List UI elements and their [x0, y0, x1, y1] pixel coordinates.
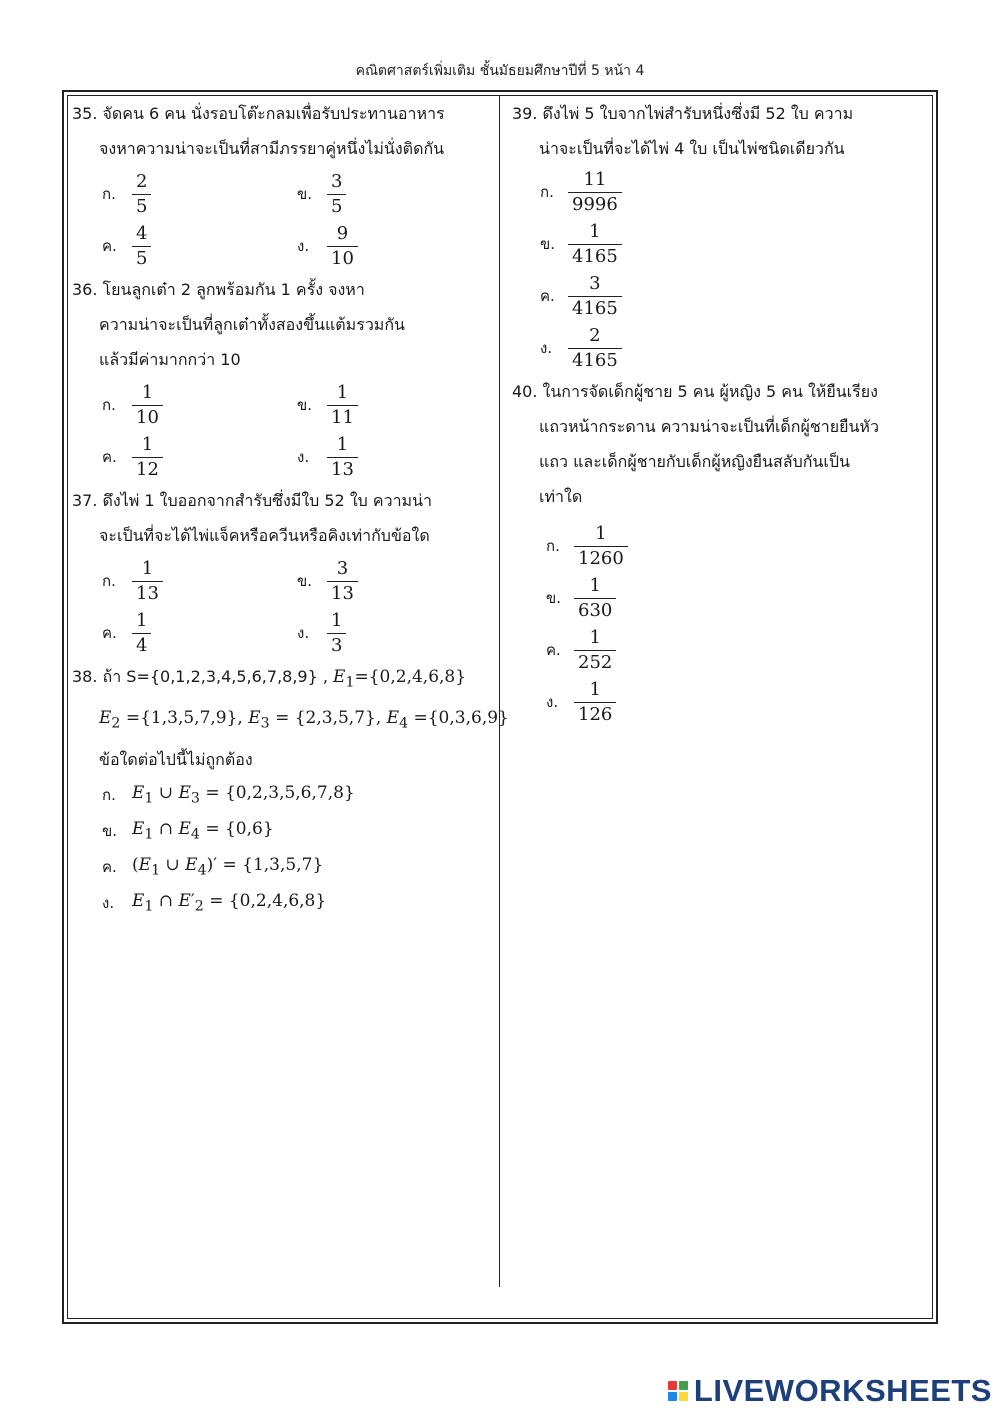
- question-36-line-3: แล้วมีค่ามากกว่า 10: [99, 350, 241, 369]
- choice-d[interactable]: ง. $\frac{1}{3}$: [297, 607, 492, 659]
- question-37: [72, 483, 492, 659]
- fraction: $\frac{1}{4165}$: [568, 221, 622, 268]
- choice-b[interactable]: ข. $\frac{3}{5}$: [297, 168, 492, 220]
- right-column: [512, 96, 922, 728]
- question-39: [512, 96, 922, 374]
- choice-b[interactable]: ข. $\frac{3}{13}$: [297, 555, 492, 607]
- choice-d[interactable]: ง. $\frac{1}{126}$: [546, 676, 922, 728]
- question-37-line-2: จะเป็นที่จะได้ไพ่แจ็คหรือควีนหรือคิงเท่ากับข้อใด: [99, 526, 430, 545]
- question-36-line-2: ความน่าจะเป็นที่ลูกเต๋าทั้งสองขึ้นแต้มรวมกัน: [99, 315, 405, 334]
- choice-c[interactable]: ค. $\frac{3}{4165}$: [540, 270, 922, 322]
- choice-d[interactable]: ง. $\frac{9}{10}$: [297, 220, 492, 272]
- fraction: $\frac{2}{5}$: [132, 171, 151, 218]
- question-38-line-3: ข้อใดต่อไปนี้ไม่ถูกต้อง: [99, 749, 253, 769]
- fraction: $\frac{1}{12}$: [132, 434, 163, 481]
- question-36: [72, 272, 492, 483]
- logo-square-2: [679, 1381, 688, 1390]
- question-39-line-2: น่าจะเป็นที่จะได้ไพ่ 4 ใบ เป็นไพ่ชนิดเดียวกัน: [539, 139, 845, 158]
- fraction: $\frac{1}{13}$: [132, 558, 163, 605]
- choice-a[interactable]: ก. $\frac{1}{1260}$: [546, 520, 922, 572]
- choice-d[interactable]: ง. $E_1$ ∩ $E'_2 = \{0,2,4,6,8\}$: [102, 891, 327, 915]
- fraction: $\frac{1}{1260}$: [574, 523, 628, 570]
- question-38-choices: [102, 777, 492, 921]
- choice-c[interactable]: ค. $\frac{1}{252}$: [546, 624, 922, 676]
- question-36-line-1: 36. โยนลูกเต๋า 2 ลูกพร้อมกัน 1 ครั้ง จงหา: [72, 280, 365, 299]
- choice-a[interactable]: ก. $\frac{11}{9996}$: [540, 166, 922, 218]
- question-35-line-1: 35. จัดคน 6 คน นั่งรอบโต๊ะกลมเพื่อรับประทานอาหาร: [72, 104, 445, 123]
- fraction: $\frac{1}{126}$: [574, 679, 616, 726]
- fraction: $\frac{11}{9996}$: [568, 169, 622, 216]
- question-38-line-1: 38. ถ้า S={0,1,2,3,4,5,6,7,8,9} , $E_1=\{0,2,4,6,8\}$: [72, 667, 467, 691]
- logo-text: LIVEWORKSHEETS: [693, 1373, 992, 1408]
- left-column: [72, 96, 509, 921]
- fraction: $\frac{1}{4}$: [132, 610, 151, 657]
- question-40-line-1: 40. ในการจัดเด็กผู้ชาย 5 คน ผู้หญิง 5 คน ให้ยืนเรียง: [512, 382, 878, 401]
- logo-square-3: [668, 1392, 677, 1401]
- choice-c[interactable]: ค. $\frac{1}{4}$: [102, 607, 297, 659]
- question-38-line-2: $E_2 =\{1,3,5,7,9\}$, $E_3 = \{2,3,5,7\}$, $E_4 =\{0,3,6,9\}$: [99, 708, 509, 732]
- question-39-choices: [540, 166, 922, 374]
- fraction: $\frac{1}{13}$: [327, 434, 358, 481]
- question-39-line-1: 39. ดึงไพ่ 5 ใบจากไพ่สำรับหนึ่งซึ่งมี 52 ใบ ความ: [512, 104, 854, 123]
- logo-square-1: [668, 1381, 677, 1390]
- fraction: $\frac{9}{10}$: [327, 223, 358, 270]
- fraction: $\frac{1}{3}$: [327, 610, 346, 657]
- choice-b[interactable]: ข. $\frac{1}{11}$: [297, 379, 492, 431]
- question-37-choices: [102, 555, 492, 659]
- choice-b[interactable]: ข. $\frac{1}{630}$: [546, 572, 922, 624]
- choice-b[interactable]: ข. $E_1$ ∩ $E_4 = \{0,6\}$: [102, 819, 274, 843]
- logo-icon: [668, 1381, 688, 1401]
- question-37-line-1: 37. ดึงไพ่ 1 ใบออกจากสำรับซึ่งมีใบ 52 ใบ ความน่า: [72, 491, 433, 510]
- liveworksheets-logo[interactable]: [668, 1373, 992, 1409]
- question-40: [512, 374, 922, 728]
- choice-a[interactable]: ก. $\frac{1}{10}$: [102, 379, 297, 431]
- choice-c[interactable]: ค. ($E_1$ ∪ $E_4)' = \{1,3,5,7\}$: [102, 855, 324, 879]
- choice-c[interactable]: ค. $\frac{4}{5}$: [102, 220, 297, 272]
- question-35-choices: [102, 168, 492, 272]
- choice-a[interactable]: ก. $E_1$ ∪ $E_3 = \{0,2,3,5,6,7,8\}$: [102, 783, 355, 807]
- logo-square-4: [679, 1392, 688, 1401]
- fraction: $\frac{3}{4165}$: [568, 273, 622, 320]
- fraction: $\frac{3}{5}$: [327, 171, 346, 218]
- fraction: $\frac{1}{10}$: [132, 382, 163, 429]
- fraction: $\frac{4}{5}$: [132, 223, 151, 270]
- question-40-line-2: แถวหน้ากระดาน ความน่าจะเป็นที่เด็กผู้ชายยืนหัว: [539, 417, 879, 436]
- fraction: $\frac{3}{13}$: [327, 558, 358, 605]
- choice-d[interactable]: ง. $\frac{2}{4165}$: [540, 322, 922, 374]
- choice-c[interactable]: ค. $\frac{1}{12}$: [102, 431, 297, 483]
- question-35-line-2: จงหาความน่าจะเป็นที่สามีภรรยาคู่หนึ่งไม่นั่งติดกัน: [99, 139, 445, 158]
- choice-a[interactable]: ก. $\frac{2}{5}$: [102, 168, 297, 220]
- question-40-line-4: เท่าใด: [539, 487, 583, 506]
- page-header: คณิตศาสตร์เพิ่มเติม ชั้นมัธยมศึกษาปีที่ 5 หน้า 4: [355, 63, 645, 79]
- choice-b[interactable]: ข. $\frac{1}{4165}$: [540, 218, 922, 270]
- fraction: $\frac{1}{252}$: [574, 627, 616, 674]
- fraction: $\frac{1}{630}$: [574, 575, 616, 622]
- fraction: $\frac{2}{4165}$: [568, 325, 622, 372]
- choice-a[interactable]: ก. $\frac{1}{13}$: [102, 555, 297, 607]
- column-divider: [499, 95, 500, 1287]
- question-35: [72, 96, 492, 272]
- question-40-choices: [546, 520, 922, 728]
- question-36-choices: [102, 379, 492, 483]
- question-40-line-3: แถว และเด็กผู้ชายกับเด็กผู้หญิงยืนสลับกันเป็น: [539, 452, 850, 471]
- choice-d[interactable]: ง. $\frac{1}{13}$: [297, 431, 492, 483]
- fraction: $\frac{1}{11}$: [327, 382, 358, 429]
- question-38: [72, 659, 509, 921]
